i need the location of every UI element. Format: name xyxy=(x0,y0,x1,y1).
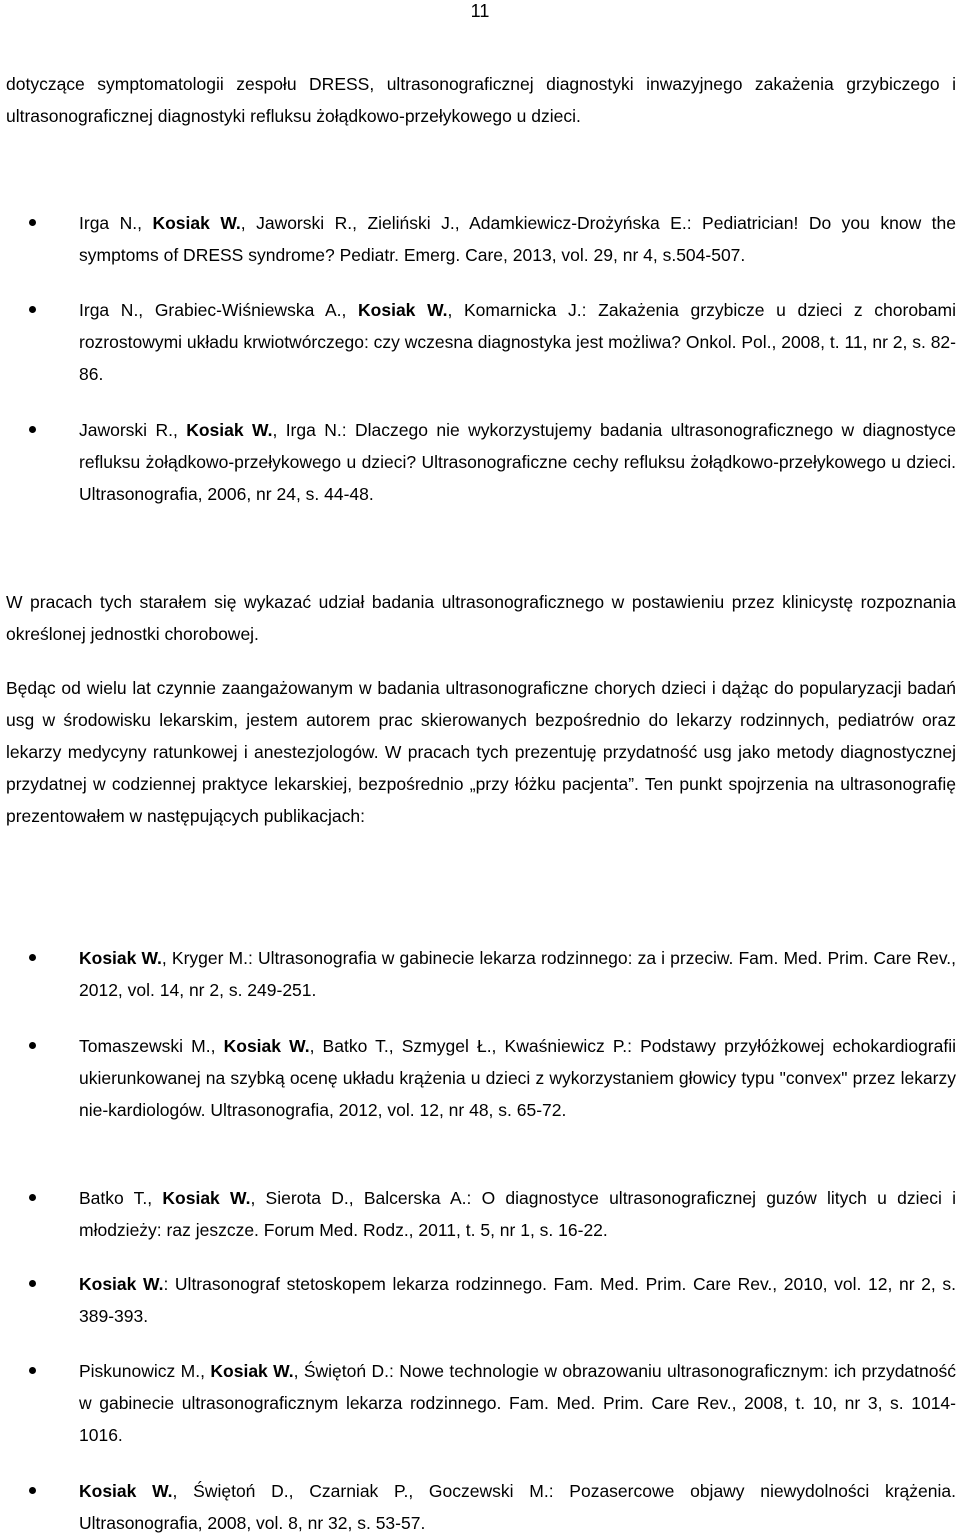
reference-details: : Ultrasonograf stetoskopem lekarza rodzinnego. Fam. Med. Prim. Care Rev., 2010, vol. 12, nr 2, s. 389-393. xyxy=(79,1274,956,1326)
reference-details: , Irga N.: Dlaczego nie wykorzystujemy badania ultrasonograficznego w diagnostyce refluksu żołądkowo-przełykowego u dzieci? Ultrasonograficzne cechy refluksu żołądkowo-przełykowego u dzieci. Ultrasonografia, 2006, nr 24, s. 44-48. xyxy=(79,420,956,504)
reference-details: , Kryger M.: Ultrasonografia w gabinecie lekarza rodzinnego: za i przeciw. Fam. Med. Prim. Care Rev., 2012, vol. 14, nr 2, s. 249-251. xyxy=(79,948,956,1000)
reference-authors: Jaworski R., xyxy=(79,420,187,440)
reference-authors: Batko T., xyxy=(79,1188,163,1208)
paragraph-bedside-ultrasound: Będąc od wielu lat czynnie zaangażowanym w badania ultrasonograficzne chorych dzieci i dążąc do popularyzacji badań usg w środowisku lekarskim, jestem autorem prac skierowanych bezpośrednio do lekarzy rodzinnych, pediatrów oraz lekarzy medycyny ratunkowej i anestezjologów. W pracach tych prezentuję przydatność usg jako metody diagnostycznej przydatnej w codziennej praktyce lekarskiej, bezpośrednio „przy łóżku pacjenta”. Ten punkt spojrzenia na ultrasonografię prezentowałem w następujących publikacjach: xyxy=(6,678,956,826)
reference-authors: Piskunowicz M., xyxy=(79,1361,211,1381)
reference-details: , Jaworski R., Zieliński J., Adamkiewicz-Drożyńska E.: Pediatrician! Do you know the symptoms of DRESS syndrome? Pediatr. Emerg. Care, 2013, vol. 29, nr 4, s.504-507. xyxy=(79,213,956,265)
reference-details: , Komarnicka J.: Zakażenia grzybicze u dzieci z chorobami rozrostowymi układu krwiotwórczego: czy wczesna diagnostyka jest możliwa? Onkol. Pol., 2008, t. 11, nr 2, s. 82-86. xyxy=(79,300,956,384)
reference-authors: Irga N., xyxy=(79,213,153,233)
reference-author-highlight: Kosiak W. xyxy=(186,420,273,440)
paragraph-contribution: W pracach tych starałem się wykazać udział badania ultrasonograficznego w postawieniu przez klinicystę rozpoznania określonej jednostki chorobowej. xyxy=(6,592,956,644)
reference-item xyxy=(79,942,956,1006)
reference-details: , Świętoń D.: Nowe technologie w obrazowaniu ultrasonograficznym: ich przydatność w gabinecie ultrasonograficznym lekarza rodzinnego. Fam. Med. Prim. Care Rev., 2008, t. 10, nr 3, s. 1014-1016. xyxy=(79,1361,956,1445)
intro-continuation: dotyczące symptomatologii zespołu DRESS, ultrasonograficznej diagnostyki inwazyjnego zakażenia grzybiczego i ultrasonograficznej diagnostyki refluksu żołądkowo-przełykowego u dzieci. xyxy=(6,74,956,126)
page-number: 11 xyxy=(470,1,490,21)
reference-author-highlight: Kosiak W. xyxy=(79,948,162,968)
reference-author-highlight: Kosiak W. xyxy=(79,1274,164,1294)
reference-item xyxy=(79,414,956,510)
reference-item xyxy=(79,1268,956,1332)
reference-authors: Irga N., Grabiec-Wiśniewska A., xyxy=(79,300,359,320)
reference-item xyxy=(79,1030,956,1126)
reference-item xyxy=(79,207,956,271)
reference-authors: Tomaszewski M., xyxy=(79,1036,224,1056)
reference-author-highlight: Kosiak W. xyxy=(79,1481,173,1501)
reference-item xyxy=(79,1475,956,1539)
reference-item xyxy=(79,1182,956,1246)
reference-item xyxy=(79,294,956,390)
reference-details: , Sierota D., Balcerska A.: O diagnostyce ultrasonograficznej guzów litych u dzieci i młodzieży: raz jeszcze. Forum Med. Rodz., 2011, t. 5, nr 1, s. 16-22. xyxy=(79,1188,956,1240)
reference-author-highlight: Kosiak W. xyxy=(223,1036,310,1056)
reference-author-highlight: Kosiak W. xyxy=(358,300,448,320)
reference-item xyxy=(79,1355,956,1451)
reference-author-highlight: Kosiak W. xyxy=(152,213,241,233)
reference-details: , Batko T., Szmygel Ł., Kwaśniewicz P.: Podstawy przyłóżkowej echokardiografii ukierunkowanej na szybką ocenę układu krążenia u dzieci z wykorzystaniem głowicy typu "convex" przez lekarzy nie-kardiologów. Ultrasonografia, 2012, vol. 12, nr 48, s. 65-72. xyxy=(79,1036,956,1120)
reference-author-highlight: Kosiak W. xyxy=(162,1188,251,1208)
reference-details: , Świętoń D., Czarniak P., Goczewski M.: Pozasercowe objawy niewydolności krążenia. Ultrasonografia, 2008, vol. 8, nr 32, s. 53-57. xyxy=(79,1481,956,1533)
reference-author-highlight: Kosiak W. xyxy=(210,1361,294,1381)
